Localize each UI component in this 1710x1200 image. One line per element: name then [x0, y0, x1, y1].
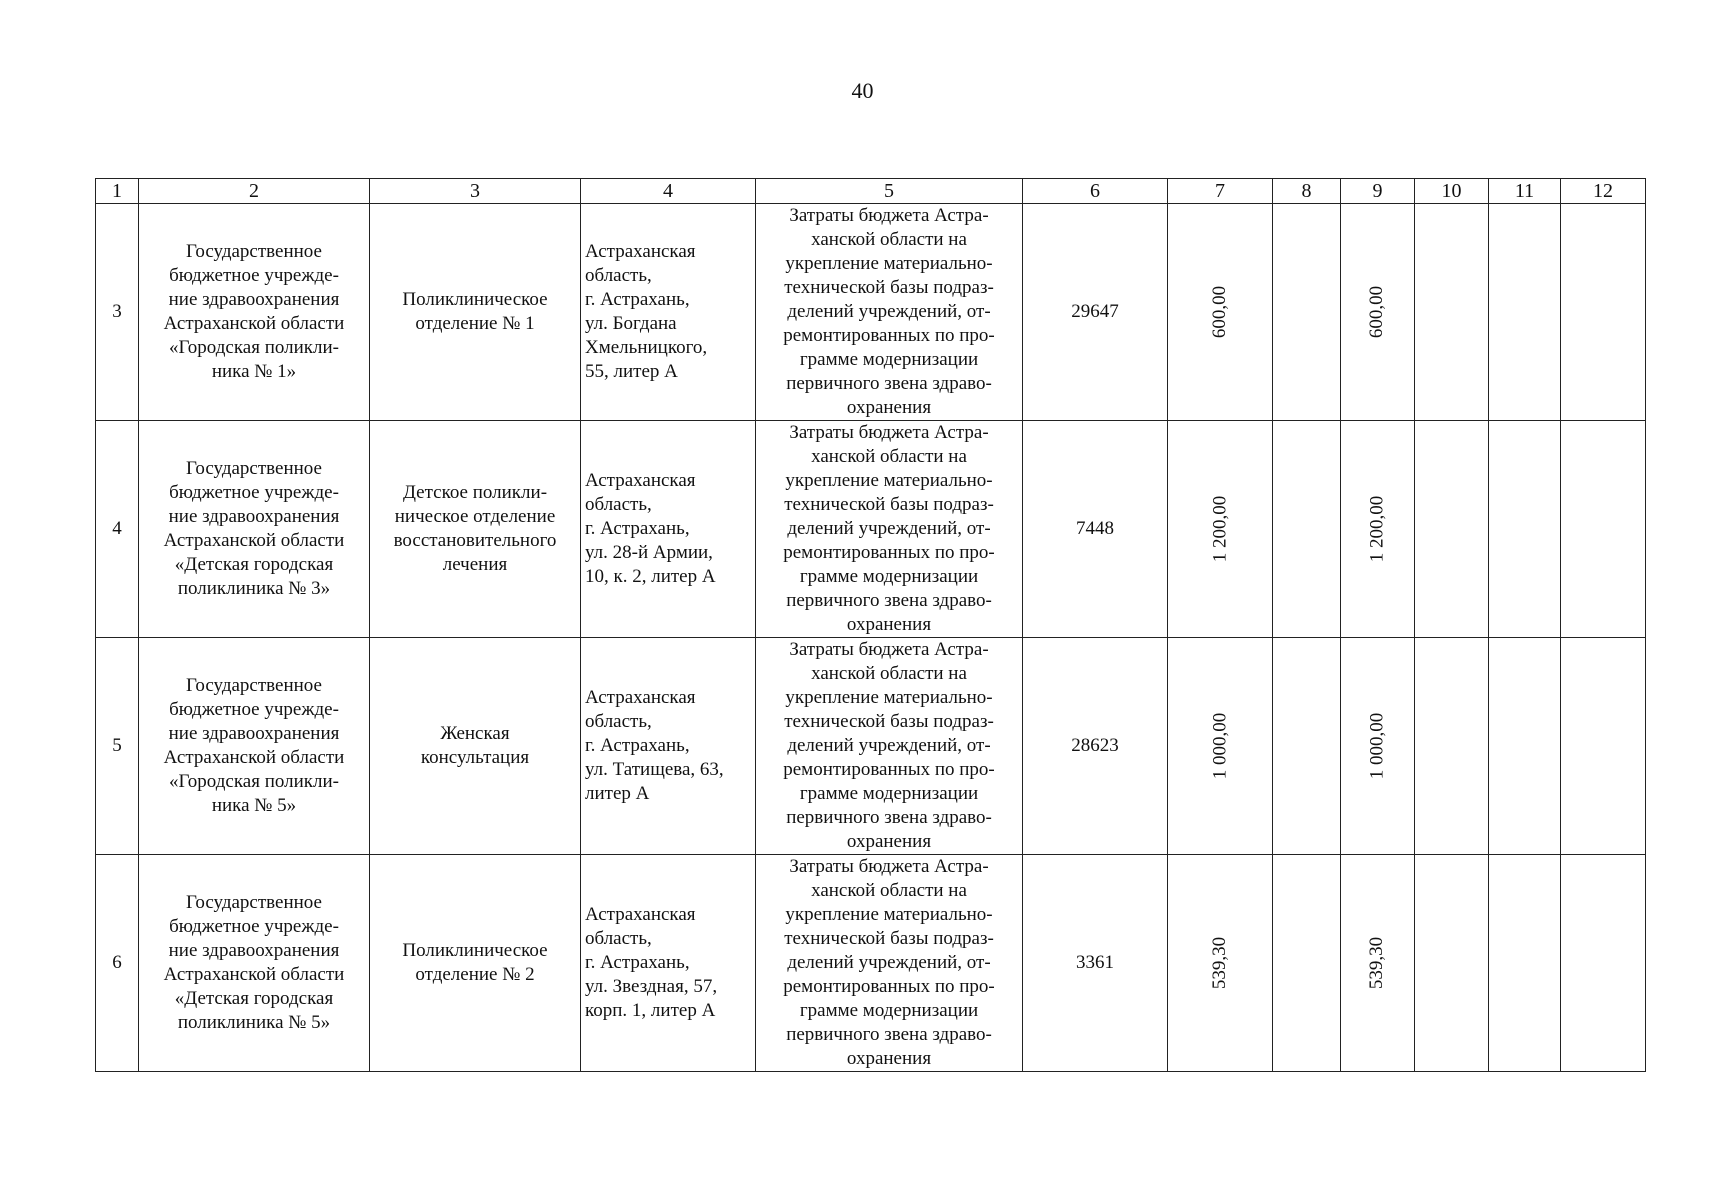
row-number: 6 [112, 952, 122, 973]
col8-cell [1273, 421, 1341, 638]
column-header: 10 [1415, 179, 1489, 204]
area-cell [1023, 204, 1168, 421]
address: Астраханская область, г. Астрахань, ул. 28-й Армии, 10, к. 2, литер А [585, 470, 716, 587]
col10-cell [1415, 421, 1489, 638]
purpose-cell [756, 204, 1023, 421]
row-number: 4 [112, 518, 122, 539]
column-header: 8 [1273, 179, 1341, 204]
area-cell [1023, 638, 1168, 855]
purpose: Затраты бюджета Астра- ханской области на укрепление материально- технической базы подраз- делений учреждений, от- ремонтированных по про- грамме модернизации первичного звена здраво- охранения [783, 856, 995, 1069]
institution-cell [139, 638, 370, 855]
col12-cell [1561, 638, 1646, 855]
purpose: Затраты бюджета Астра- ханской области на укрепление материально- технической базы подраз- делений учреждений, от- ремонтированных по про- грамме модернизации первичного звена здраво- охранения [783, 639, 995, 852]
area-value: 3361 [1076, 952, 1114, 973]
col11-cell [1489, 421, 1561, 638]
col9-value: 600,00 [1366, 285, 1388, 339]
col7-cell [1168, 421, 1273, 638]
column-header: 12 [1561, 179, 1646, 204]
row-number: 3 [112, 301, 122, 322]
col9-value: 1 000,00 [1366, 712, 1388, 780]
col9-cell [1341, 204, 1415, 421]
department-name: Детское поликли- ническое отделение восстановительного лечения [393, 482, 557, 575]
col8-cell [1273, 638, 1341, 855]
table-row [96, 204, 1646, 421]
row-number: 5 [112, 735, 122, 756]
col7-cell [1168, 638, 1273, 855]
col8-cell [1273, 204, 1341, 421]
col7-value: 600,00 [1209, 285, 1230, 339]
row-number-cell [96, 638, 139, 855]
area-value: 28623 [1071, 735, 1119, 756]
col7-value: 539,30 [1209, 936, 1230, 990]
table-row [96, 855, 1646, 1072]
col9-value: 539,30 [1366, 936, 1388, 990]
column-header: 6 [1023, 179, 1168, 204]
row-number-cell [96, 204, 139, 421]
data-table [95, 178, 1646, 1072]
purpose-cell [756, 855, 1023, 1072]
col7-value: 1 000,00 [1209, 712, 1230, 780]
col7-cell [1168, 204, 1273, 421]
address-cell [581, 638, 756, 855]
address-cell [581, 855, 756, 1072]
address: Астраханская область, г. Астрахань, ул. Богдана Хмельницкого, 55, литер А [585, 241, 708, 382]
department-cell [370, 204, 581, 421]
col11-cell [1489, 638, 1561, 855]
column-header: 5 [756, 179, 1023, 204]
col11-cell [1489, 204, 1561, 421]
institution-name: Государственное бюджетное учрежде- ние здравоохранения Астраханской области «Детская городская поликлиника № 3» [163, 458, 345, 599]
department-name: Женская консультация [420, 723, 530, 768]
area-cell [1023, 421, 1168, 638]
address-cell [581, 204, 756, 421]
column-header: 2 [139, 179, 370, 204]
header-row [96, 179, 1646, 204]
table-row [96, 421, 1646, 638]
department-cell [370, 421, 581, 638]
area-cell [1023, 855, 1168, 1072]
department-cell [370, 638, 581, 855]
institution-cell [139, 421, 370, 638]
col12-cell [1561, 421, 1646, 638]
row-number-cell [96, 421, 139, 638]
purpose: Затраты бюджета Астра- ханской области на укрепление материально- технической базы подраз- делений учреждений, от- ремонтированных по про- грамме модернизации первичного звена здраво- охранения [783, 422, 995, 635]
col12-cell [1561, 855, 1646, 1072]
col7-cell [1168, 855, 1273, 1072]
col9-cell [1341, 638, 1415, 855]
col7-value: 1 200,00 [1209, 495, 1230, 563]
area-value: 29647 [1071, 301, 1119, 322]
col11-cell [1489, 855, 1561, 1072]
column-header: 4 [581, 179, 756, 204]
table-row [96, 638, 1646, 855]
institution-cell [139, 855, 370, 1072]
col9-cell [1341, 421, 1415, 638]
department-name: Поликлиническое отделение № 1 [402, 289, 548, 334]
col9-cell [1341, 855, 1415, 1072]
column-header: 1 [96, 179, 139, 204]
page-number: 40 [851, 78, 874, 103]
row-number-cell [96, 855, 139, 1072]
col8-cell [1273, 855, 1341, 1072]
column-header: 11 [1489, 179, 1561, 204]
column-header: 3 [370, 179, 581, 204]
address: Астраханская область, г. Астрахань, ул. Звездная, 57, корп. 1, литер А [585, 904, 718, 1021]
col10-cell [1415, 638, 1489, 855]
institution-name: Государственное бюджетное учрежде- ние здравоохранения Астраханской области «Детская городская поликлиника № 5» [163, 892, 345, 1033]
col10-cell [1415, 204, 1489, 421]
institution-name: Государственное бюджетное учрежде- ние здравоохранения Астраханской области «Городская поликли- ника № 5» [163, 675, 345, 816]
purpose-cell [756, 638, 1023, 855]
institution-cell [139, 204, 370, 421]
column-header: 9 [1341, 179, 1415, 204]
institution-name: Государственное бюджетное учрежде- ние здравоохранения Астраханской области «Городская поликли- ника № 1» [163, 241, 345, 382]
area-value: 7448 [1076, 518, 1114, 539]
col10-cell [1415, 855, 1489, 1072]
department-name: Поликлиническое отделение № 2 [402, 940, 548, 985]
column-header: 7 [1168, 179, 1273, 204]
col9-value: 1 200,00 [1366, 495, 1388, 563]
address: Астраханская область, г. Астрахань, ул. Татищева, 63, литер А [585, 687, 724, 804]
address-cell [581, 421, 756, 638]
purpose: Затраты бюджета Астра- ханской области на укрепление материально- технической базы подраз- делений учреждений, от- ремонтированных по про- грамме модернизации первичного звена здраво- охранения [783, 205, 995, 418]
department-cell [370, 855, 581, 1072]
purpose-cell [756, 421, 1023, 638]
col12-cell [1561, 204, 1646, 421]
